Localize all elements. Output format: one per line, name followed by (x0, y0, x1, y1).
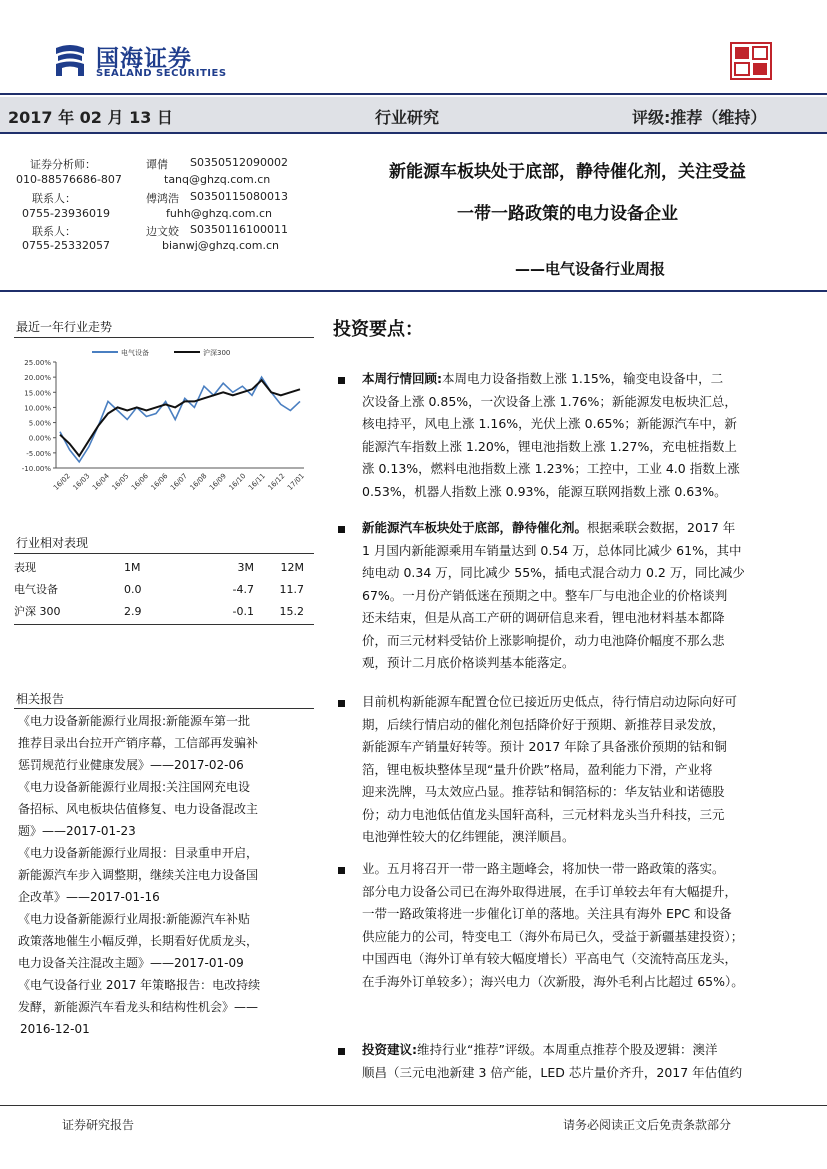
analyst-phone: 010-88576686-807 (16, 173, 122, 186)
related-report-line[interactable]: 《电气设备行业 2017 年策略报告：电改持续 (18, 978, 261, 992)
paragraph-text: 目前机构新能源车配置仓位已接近历史低点，待行情启动边际向好可 (362, 694, 738, 709)
perf-cell: 2.9 (124, 604, 142, 618)
perf-table (14, 556, 314, 622)
paragraph-text: 67%。一月份产销低迷在预期之中。整车厂与电池企业的价格谈判 (362, 587, 728, 603)
analyst-name: 傅鸿浩 (146, 192, 179, 205)
table-row (14, 600, 314, 622)
bullet-square-icon (338, 526, 345, 533)
paragraph-line (362, 562, 792, 585)
paragraph-text: 能源汽车指数上涨 1.20%，锂电池指数上涨 1.27%，充电桩指数上 (362, 438, 737, 454)
paragraph-lead: 本周行情回顾: (362, 371, 442, 386)
paragraph-line (362, 971, 792, 994)
analyst-phone: 0755-25332057 (22, 239, 110, 252)
paragraph-line (362, 540, 792, 563)
paragraph-line (362, 714, 792, 737)
related-report-line[interactable]: 新能源汽车步入调整期，继续关注电力设备国 (18, 868, 259, 882)
key-point-paragraph (362, 517, 792, 675)
analyst-email[interactable]: tanq@ghzq.com.cn (164, 173, 271, 186)
analyst-email[interactable]: fuhh@ghzq.com.cn (166, 207, 273, 220)
paragraph-line (362, 517, 792, 540)
paragraph-text: 业。五月将召开一带一路主题峰会，将加快一带一路政策的落实。 (362, 861, 725, 876)
perf-cell: 电气设备 (14, 583, 58, 596)
key-point-paragraph (362, 368, 792, 503)
paragraph-text: 维持行业“推荐”评级。本周重点推荐个股及逻辑：澳洋 (417, 1042, 718, 1057)
analyst-cert: S0350115080013 (190, 190, 288, 203)
analyst-name: 谭倩 (146, 158, 168, 171)
logo-text: 国海证券 (96, 46, 192, 72)
paragraph-text: 箔，锂电板块整体呈现“量升价跌”格局，盈利能力下滑，产业将 (362, 761, 713, 777)
paragraph-line (362, 391, 792, 414)
related-report-line[interactable]: 2016-12-01 (20, 1022, 90, 1036)
paragraph-lead: 投资建议: (362, 1042, 417, 1057)
chart-series-line (60, 377, 300, 462)
related-report-line[interactable]: 《电力设备新能源行业周报:新能源汽车补贴 (18, 912, 251, 926)
chart-x-tick-label: 16/07 (169, 472, 189, 492)
perf-cell: -0.1 (232, 604, 254, 618)
paragraph-text: 份；动力电池低估值龙头国轩高科，三元材料龙头当升科技，三元 (362, 806, 725, 822)
paragraph-line (362, 948, 792, 971)
paragraph-text: 电池弹性较大的亿纬锂能，澳洋顺昌。 (362, 829, 575, 844)
related-section-rule (14, 708, 314, 709)
analyst-role: 联系人： (32, 192, 76, 205)
paragraph-text: 涨 0.13%，燃料电池指数上涨 1.23%；工控中，工业 4.0 指数上涨 (362, 461, 740, 476)
related-report-line[interactable]: 惩罚规范行业健康发展》——2017-02-06 (18, 758, 244, 772)
key-point-paragraph (362, 858, 792, 993)
paragraph-line (362, 652, 792, 675)
paragraph-line (362, 736, 792, 759)
chart-x-tick-label: 17/01 (286, 472, 306, 492)
paragraph-line (362, 691, 792, 714)
paragraph-line (362, 607, 792, 630)
report-title-line2: 一带一路政策的电力设备企业 (457, 204, 678, 224)
chart-x-tick-label: 16/05 (110, 472, 131, 492)
perf-cell: 沪深 300 (14, 605, 61, 618)
chart-series-line (60, 380, 300, 456)
related-section-title: 相关报告 (16, 692, 65, 706)
paragraph-text: 根据乘联会数据，2017 年 (587, 520, 736, 535)
paragraph-line (362, 368, 792, 391)
related-report-line[interactable]: 电力设备关注混改主题》——2017-01-09 (18, 956, 244, 970)
related-report-line[interactable]: 《电力设备新能源行业周报:关注国网充电设 (18, 780, 251, 794)
key-point-paragraph (362, 691, 792, 849)
paragraph-lead: 新能源汽车板块处于底部，静待催化剂。 (362, 520, 588, 535)
chart-x-tick-label: 16/02 (52, 472, 72, 492)
related-report-line[interactable]: 《电力设备新能源行业周报：目录重申开启， (18, 846, 259, 860)
paragraph-text: 次设备上涨 0.85%，一次设备上涨 1.76%；新能源发电板块汇总， (362, 393, 737, 409)
paragraph-line (362, 1062, 792, 1085)
paragraph-text: 新能源车产销量好转等。预计 2017 年除了具备涨价预期的钴和铜 (362, 739, 727, 754)
key-point-paragraph (362, 1039, 792, 1084)
industry-trend-chart (14, 342, 314, 502)
paragraph-line (362, 585, 792, 608)
header-bottom-rule (0, 132, 827, 134)
paragraph-text: 部分电力设备公司已在海外取得进展，在手订单较去年有大幅提升， (362, 883, 738, 899)
paragraph-line (362, 759, 792, 782)
chart-y-tick-label: -10.00% (21, 465, 51, 473)
paragraph-text: 1 月国内新能源乘用车销量达到 0.54 万，总体同比减少 61%，其中 (362, 542, 742, 558)
paragraph-text: 0.53%，机器人指数上涨 0.93%，能源互联网指数上涨 0.63%。 (362, 483, 727, 499)
paragraph-text: 期，后续行情启动的催化剂包括降价好于预期、新推荐目录发放， (362, 716, 725, 732)
chart-y-tick-label: 15.00% (24, 389, 51, 398)
paragraph-line (362, 781, 792, 804)
table-row (14, 556, 314, 578)
chart-legend-label: 沪深300 (203, 349, 231, 357)
analyst-phone: 0755-23936019 (22, 207, 110, 220)
paragraph-text: 本周电力设备指数上涨 1.15%，输变电设备中，二 (442, 371, 724, 386)
paragraph-text: 中国西电（海外订单有较大幅度增长）平高电气（交流特高压龙头， (362, 951, 738, 966)
header-top-rule (0, 93, 827, 95)
perf-cell: 0.0 (124, 582, 142, 596)
bullet-square-icon (338, 867, 345, 874)
related-report-line[interactable]: 《电力设备新能源行业周报:新能源车第一批 (18, 714, 251, 728)
chart-legend-label: 电气设备 (121, 349, 149, 357)
report-subtitle: ——电气设备行业周报 (514, 260, 665, 278)
bullet-square-icon (338, 377, 345, 384)
chart-x-tick-label: 16/04 (91, 472, 111, 492)
paragraph-line (362, 926, 792, 949)
chart-y-tick-label: 5.00% (28, 419, 51, 428)
footer-right: 请务必阅读正文后免责条款部分 (563, 1118, 732, 1132)
paragraph-line (362, 858, 792, 881)
chart-section-rule (14, 337, 314, 338)
perf-section-rule (14, 553, 314, 554)
analyst-role: 证券分析师： (30, 158, 96, 171)
chart-x-tick-label: 16/09 (208, 472, 228, 492)
footer-rule (0, 1105, 827, 1106)
logo-subtext: SEALAND SECURITIES (96, 68, 227, 79)
chart-section-title: 最近一年行业走势 (16, 320, 113, 334)
related-report-line[interactable]: 备招标、风电板块估值修复、电力设备混改主 (18, 802, 259, 816)
report-date: 2017 年 02 月 13 日 (8, 108, 173, 127)
perf-section-title: 行业相对表现 (16, 536, 89, 550)
paragraph-text: 供应能力的公司，特变电工（海外布局已久，受益于新疆基建投资）； (362, 928, 744, 944)
paragraph-text: 还未结束，但是从高工产研的调研信息来看，锂电池材料基本都降 (362, 610, 725, 625)
paragraph-line (362, 903, 792, 926)
paragraph-line (362, 881, 792, 904)
analyst-role: 联系人： (32, 225, 76, 238)
header-banner (0, 97, 827, 132)
paragraph-line (362, 458, 792, 481)
paragraph-text: 价，而三元材料受钴价上涨影响提价，动力电池降价幅度不那么悲 (362, 632, 725, 648)
chart-x-tick-label: 16/06 (130, 472, 150, 492)
chart-x-tick-label: 16/06 (149, 472, 170, 492)
paragraph-text: 观，预计二月底价格谈判基本能落定。 (362, 655, 575, 670)
paragraph-text: 迎来洗牌，马太效应凸显。推荐钴和铜箔标的：华友钴业和诺德股 (362, 784, 725, 799)
paragraph-text: 顺昌（三元电池新建 3 倍产能，LED 芯片量价齐升，2017 年估值约 (362, 1064, 743, 1080)
report-title-line1: 新能源车板块处于底部，静待催化剂，关注受益 (389, 162, 746, 182)
paragraph-line (362, 804, 792, 827)
perf-cell: 15.2 (279, 604, 304, 618)
related-report-line[interactable]: 推荐目录出台拉开产销序幕，工信部再发骗补 (18, 736, 259, 750)
section-divider (0, 290, 827, 292)
analyst-name: 边文姣 (146, 225, 179, 238)
table-row (14, 578, 314, 600)
chart-x-tick-label: 16/08 (188, 472, 209, 492)
chart-x-tick-label: 16/12 (266, 472, 287, 492)
chart-y-tick-label: 10.00% (24, 404, 51, 413)
perf-cell: 11.7 (279, 582, 304, 596)
paragraph-line (362, 1039, 792, 1062)
chart-x-tick-label: 16/11 (247, 472, 267, 492)
paragraph-line (362, 630, 792, 653)
report-rating: 评级:推荐（维持） (632, 108, 767, 127)
paragraph-text: 一带一路政策将进一步催化订单的落地。关注具有海外 EPC 和设备 (362, 906, 732, 921)
footer-left: 证券研究报告 (62, 1118, 135, 1132)
bullet-square-icon (338, 1048, 345, 1055)
chart-y-tick-label: 25.00% (24, 359, 51, 367)
related-report-line[interactable]: 发酵，新能源汽车看龙头和结构性机会》—— (18, 1000, 259, 1014)
chart-y-tick-label: 0.00% (28, 434, 51, 443)
perf-cell: -4.7 (232, 582, 254, 596)
bullet-square-icon (338, 700, 345, 707)
analyst-cert: S0350116100011 (190, 223, 288, 236)
chart-x-tick-label: 16/10 (227, 472, 248, 492)
related-report-line[interactable]: 题》——2017-01-23 (18, 824, 136, 838)
related-report-line[interactable]: 企改革》——2017-01-16 (18, 890, 160, 904)
key-points-title: 投资要点： (333, 319, 423, 340)
paragraph-text: 核电持平，风电上涨 1.16%，光伏上涨 0.65%；新能源汽车中，新 (362, 416, 737, 431)
logo-mark-icon (52, 42, 88, 78)
analyst-cert: S0350512090002 (190, 156, 288, 169)
related-report-line[interactable]: 政策落地催生小幅反弹，长期看好优质龙头， (18, 934, 259, 948)
chart-x-tick-label: 16/03 (71, 472, 92, 492)
chart-y-tick-label: 20.00% (24, 374, 51, 383)
paragraph-line (362, 826, 792, 849)
paragraph-line (362, 481, 792, 504)
paragraph-text: 纯电动 0.34 万，同比减少 55%，插电式混合动力 0.2 万，同比减少 (362, 565, 745, 580)
paragraph-line (362, 413, 792, 436)
analyst-email[interactable]: bianwj@ghzq.com.cn (162, 239, 280, 252)
perf-header: 3M (237, 560, 254, 574)
perf-header: 12M (280, 560, 304, 574)
paragraph-line (362, 436, 792, 459)
report-category: 行业研究 (375, 108, 440, 127)
chart-y-tick-label: -5.00% (26, 449, 51, 458)
paragraph-text: 在手海外订单较多）；海兴电力（次新股，海外毛利占比超过 65%）。 (362, 973, 744, 989)
perf-header: 表现 (14, 561, 36, 574)
seal-stamp-icon (730, 42, 772, 80)
perf-table-bottom-rule (14, 624, 314, 625)
perf-header: 1M (124, 560, 141, 574)
